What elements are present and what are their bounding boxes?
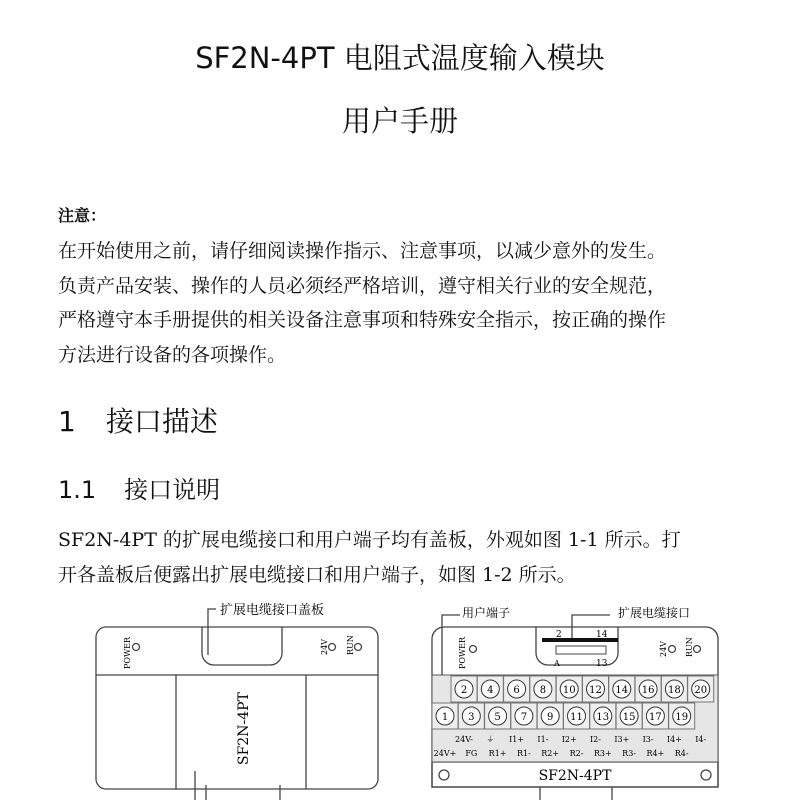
terminal-label: I1- [537, 735, 549, 744]
terminal-label: R1- [516, 749, 531, 758]
terminal-label: R2- [569, 749, 584, 758]
terminal-label: FG [465, 749, 478, 758]
terminal-number: 14 [615, 685, 629, 696]
paragraph-line: 开各盖板后便露出扩展电缆接口和用户端子，如图 1-2 所示。 [58, 564, 576, 586]
pin-label: A [554, 659, 560, 668]
terminal-number: 11 [570, 712, 583, 723]
terminal-number: 7 [520, 712, 528, 723]
pin-label: 14 [596, 630, 608, 640]
figure-1-1 [90, 595, 400, 800]
terminal-number: 8 [539, 685, 547, 696]
terminal-label: R2+ [541, 749, 560, 758]
terminal-number: 12 [589, 685, 602, 696]
terminal-label: ⏚ [486, 735, 495, 744]
terminal-label: R3+ [593, 749, 612, 758]
notice-label: 注意： [58, 206, 107, 225]
model-label: SF2N-4PT [236, 692, 252, 765]
terminal-number: 19 [675, 712, 689, 723]
terminal-label: I4+ [666, 735, 682, 744]
cover-callout: 扩展电缆接口盖板 [220, 603, 325, 618]
terminal-label: R3- [622, 749, 637, 758]
notice-line: 在开始使用之前，请仔细阅读操作指示、注意事项，以减少意外的发生。 [58, 240, 667, 262]
terminal-number: 17 [649, 712, 662, 723]
section-number: 1 [58, 405, 76, 438]
model-label: SF2N-4PT [538, 768, 612, 784]
paragraph-line: SF2N-4PT 的扩展电缆接口和用户端子均有盖板，外观如图 1-1 所示。打 [58, 529, 681, 551]
terminal-number: 15 [622, 712, 636, 723]
terminal-number: 13 [596, 712, 610, 723]
terminal-number: 4 [487, 685, 494, 696]
pin-label: 2 [556, 630, 562, 640]
terminal-number: 20 [694, 685, 708, 696]
terminal-label: R1+ [488, 749, 507, 758]
notice-line: 负责产品安装、操作的人员必须经严格培训，遵守相关行业的安全规范， [58, 275, 667, 297]
run-label: RUN [685, 637, 694, 657]
terminal-number: 2 [460, 685, 468, 696]
terminal-label: I4- [695, 735, 707, 744]
terminal-label: I2+ [561, 735, 577, 744]
cable-callout: 扩展电缆接口 [618, 606, 691, 620]
terminal-number: 5 [494, 712, 501, 723]
terminal-number: 1 [441, 712, 449, 723]
terminal-number: 10 [562, 685, 576, 696]
terminal-number: 3 [468, 712, 475, 723]
figure-1-2 [420, 595, 730, 800]
section-title: 接口说明 [124, 476, 221, 504]
notice-line: 方法进行设备的各项操作。 [58, 344, 287, 366]
document-title: SF2N-4PT 电阻式温度输入模块 [195, 41, 605, 75]
section-1-heading [58, 400, 218, 440]
terminal-number: 9 [547, 712, 554, 723]
section-title: 接口描述 [105, 405, 218, 438]
pin-label: 13 [596, 659, 608, 669]
terminal-label: R4- [674, 749, 689, 758]
terminal-number: 18 [668, 685, 681, 696]
terminal-label: I3+ [614, 735, 630, 744]
terminal-number: 16 [641, 685, 655, 696]
section-number: 1.1 [58, 476, 97, 504]
notice-line: 严格遵守本手册提供的相关设备注意事项和特殊安全指示，按正确的操作 [58, 309, 667, 331]
section-1-1-heading [58, 470, 220, 505]
terminal-label: I3- [642, 735, 654, 744]
terminal-number: 6 [513, 685, 520, 696]
run-label: RUN [346, 635, 355, 655]
power-label: POWER [458, 636, 467, 669]
24v-label: 24V [320, 639, 329, 655]
terminal-label: I1+ [509, 735, 525, 744]
terminal-callout: 用户端子 [462, 606, 511, 620]
document-subtitle: 用户手册 [341, 104, 458, 138]
24v-label: 24V [659, 641, 668, 657]
terminal-label: 24V+ [433, 749, 457, 758]
terminal-label: I2- [590, 735, 601, 744]
power-label: POWER [123, 636, 132, 669]
terminal-label: 24V- [455, 735, 473, 744]
terminal-label: R4+ [646, 749, 665, 758]
